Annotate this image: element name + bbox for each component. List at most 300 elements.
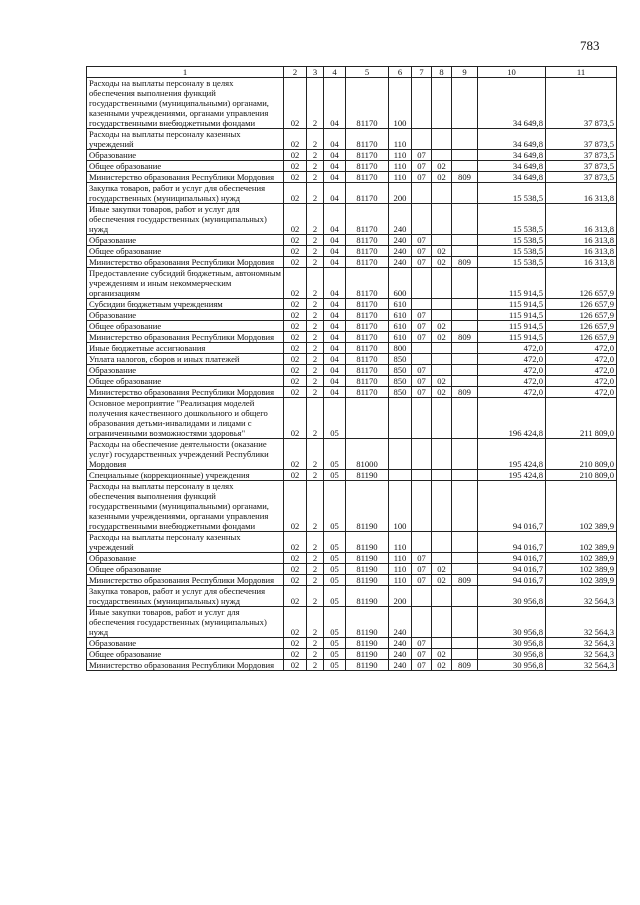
code-cell: 81190 xyxy=(346,607,389,638)
grp-cell: 02 xyxy=(284,332,307,343)
year2-amount-cell: 472,0 xyxy=(546,376,617,387)
subgrp-cell: 2 xyxy=(307,310,324,321)
table-row xyxy=(87,575,617,586)
table-row xyxy=(87,321,617,332)
subchapter-cell xyxy=(432,310,452,321)
table-row xyxy=(87,257,617,268)
subgrp-cell: 2 xyxy=(307,257,324,268)
year1-amount-cell: 15 538,5 xyxy=(478,204,546,235)
type-cell: 850 xyxy=(389,387,412,398)
grp-cell: 02 xyxy=(284,78,307,129)
agency-cell xyxy=(452,638,478,649)
type-cell: 240 xyxy=(389,246,412,257)
grp-cell: 02 xyxy=(284,398,307,439)
chapter-cell xyxy=(412,470,432,481)
year2-amount-cell: 32 564,3 xyxy=(546,649,617,660)
code-cell: 81170 xyxy=(346,365,389,376)
code-cell: 81190 xyxy=(346,586,389,607)
section-cell: 04 xyxy=(324,299,346,310)
section-cell: 04 xyxy=(324,257,346,268)
year2-amount-cell: 102 389,9 xyxy=(546,575,617,586)
code-cell: 81170 xyxy=(346,332,389,343)
row-name-cell: Общее образование xyxy=(87,321,284,332)
year1-amount-cell: 15 538,5 xyxy=(478,235,546,246)
section-cell: 05 xyxy=(324,532,346,553)
row-name-cell: Министерство образования Республики Мордовия xyxy=(87,257,284,268)
column-header: 7 xyxy=(412,67,432,78)
subgrp-cell: 2 xyxy=(307,299,324,310)
agency-cell xyxy=(452,321,478,332)
section-cell: 05 xyxy=(324,481,346,532)
row-name-cell: Расходы на выплаты персоналу в целях обеспечения выполнения функций государственными (муниципальными) органами, казенными учреждениями, органами управления государственными внебюджетными фондами xyxy=(87,481,284,532)
section-cell: 05 xyxy=(324,649,346,660)
row-name-cell: Уплата налогов, сборов и иных платежей xyxy=(87,354,284,365)
agency-cell xyxy=(452,161,478,172)
subgrp-cell: 2 xyxy=(307,161,324,172)
chapter-cell: 07 xyxy=(412,575,432,586)
section-cell: 04 xyxy=(324,235,346,246)
table-row xyxy=(87,398,617,439)
row-name-cell: Общее образование xyxy=(87,564,284,575)
subchapter-cell xyxy=(432,439,452,470)
table-row xyxy=(87,638,617,649)
subgrp-cell: 2 xyxy=(307,321,324,332)
year1-amount-cell: 115 914,5 xyxy=(478,310,546,321)
agency-cell xyxy=(452,532,478,553)
agency-cell xyxy=(452,310,478,321)
agency-cell xyxy=(452,343,478,354)
table-row xyxy=(87,354,617,365)
grp-cell: 02 xyxy=(284,299,307,310)
agency-cell xyxy=(452,204,478,235)
row-name-cell: Министерство образования Республики Мордовия xyxy=(87,575,284,586)
agency-cell: 809 xyxy=(452,660,478,671)
subgrp-cell: 2 xyxy=(307,398,324,439)
year2-amount-cell: 16 313,8 xyxy=(546,257,617,268)
agency-cell xyxy=(452,607,478,638)
year2-amount-cell: 211 809,0 xyxy=(546,398,617,439)
code-cell: 81190 xyxy=(346,481,389,532)
page-number: 783 xyxy=(580,38,600,53)
year2-amount-cell: 102 389,9 xyxy=(546,481,617,532)
type-cell: 240 xyxy=(389,638,412,649)
subgrp-cell: 2 xyxy=(307,246,324,257)
year1-amount-cell: 94 016,7 xyxy=(478,532,546,553)
year1-amount-cell: 472,0 xyxy=(478,365,546,376)
year1-amount-cell: 34 649,8 xyxy=(478,150,546,161)
row-name-cell: Расходы на обеспечение деятельности (оказание услуг) государственных учреждений Республики Мордовия xyxy=(87,439,284,470)
year1-amount-cell: 34 649,8 xyxy=(478,172,546,183)
code-cell: 81170 xyxy=(346,299,389,310)
table-row xyxy=(87,470,617,481)
code-cell: 81170 xyxy=(346,321,389,332)
section-cell: 05 xyxy=(324,564,346,575)
code-cell: 81190 xyxy=(346,660,389,671)
table-row xyxy=(87,607,617,638)
section-cell: 04 xyxy=(324,183,346,204)
subchapter-cell xyxy=(432,638,452,649)
subchapter-cell xyxy=(432,481,452,532)
year2-amount-cell: 210 809,0 xyxy=(546,439,617,470)
code-cell: 81000 xyxy=(346,439,389,470)
section-cell: 04 xyxy=(324,376,346,387)
section-cell: 04 xyxy=(324,268,346,299)
year2-amount-cell: 32 564,3 xyxy=(546,607,617,638)
year2-amount-cell: 32 564,3 xyxy=(546,638,617,649)
grp-cell: 02 xyxy=(284,257,307,268)
type-cell: 110 xyxy=(389,161,412,172)
type-cell xyxy=(389,439,412,470)
row-name-cell: Основное мероприятие "Реализация моделей получения качественного дошкольного и общего образования детьми-инвалидами и лицами с ограниченными возможностями здоровья" xyxy=(87,398,284,439)
table-row xyxy=(87,172,617,183)
chapter-cell: 07 xyxy=(412,321,432,332)
type-cell: 240 xyxy=(389,235,412,246)
chapter-cell: 07 xyxy=(412,649,432,660)
year2-amount-cell: 37 873,5 xyxy=(546,78,617,129)
row-name-cell: Образование xyxy=(87,638,284,649)
year2-amount-cell: 472,0 xyxy=(546,387,617,398)
row-name-cell: Закупка товаров, работ и услуг для обеспечения государственных (муниципальных) нужд xyxy=(87,586,284,607)
code-cell: 81190 xyxy=(346,553,389,564)
row-name-cell: Иные закупки товаров, работ и услуг для обеспечения государственных (муниципальных) нужд xyxy=(87,607,284,638)
subgrp-cell: 2 xyxy=(307,470,324,481)
row-name-cell: Министерство образования Республики Мордовия xyxy=(87,660,284,671)
section-cell: 05 xyxy=(324,638,346,649)
agency-cell xyxy=(452,398,478,439)
type-cell: 610 xyxy=(389,310,412,321)
year1-amount-cell: 472,0 xyxy=(478,354,546,365)
chapter-cell xyxy=(412,183,432,204)
section-cell: 05 xyxy=(324,575,346,586)
year1-amount-cell: 94 016,7 xyxy=(478,564,546,575)
column-header: 9 xyxy=(452,67,478,78)
year2-amount-cell: 37 873,5 xyxy=(546,150,617,161)
agency-cell xyxy=(452,299,478,310)
subgrp-cell: 2 xyxy=(307,376,324,387)
subchapter-cell xyxy=(432,354,452,365)
subgrp-cell: 2 xyxy=(307,564,324,575)
table-row xyxy=(87,481,617,532)
subchapter-cell xyxy=(432,343,452,354)
subgrp-cell: 2 xyxy=(307,481,324,532)
column-header: 1 xyxy=(87,67,284,78)
type-cell: 110 xyxy=(389,564,412,575)
header-row xyxy=(87,67,617,78)
subchapter-cell xyxy=(432,235,452,246)
subchapter-cell xyxy=(432,607,452,638)
subgrp-cell: 2 xyxy=(307,78,324,129)
chapter-cell xyxy=(412,204,432,235)
column-header: 6 xyxy=(389,67,412,78)
code-cell: 81170 xyxy=(346,129,389,150)
type-cell: 200 xyxy=(389,183,412,204)
subgrp-cell: 2 xyxy=(307,607,324,638)
grp-cell: 02 xyxy=(284,376,307,387)
year1-amount-cell: 30 956,8 xyxy=(478,638,546,649)
type-cell: 110 xyxy=(389,553,412,564)
table-row xyxy=(87,332,617,343)
agency-cell: 809 xyxy=(452,257,478,268)
year2-amount-cell: 37 873,5 xyxy=(546,129,617,150)
year2-amount-cell: 32 564,3 xyxy=(546,586,617,607)
chapter-cell: 07 xyxy=(412,564,432,575)
code-cell: 81190 xyxy=(346,532,389,553)
section-cell: 04 xyxy=(324,310,346,321)
subchapter-cell: 02 xyxy=(432,321,452,332)
chapter-cell: 07 xyxy=(412,638,432,649)
type-cell: 110 xyxy=(389,575,412,586)
chapter-cell xyxy=(412,607,432,638)
section-cell: 05 xyxy=(324,439,346,470)
subchapter-cell xyxy=(432,129,452,150)
year1-amount-cell: 472,0 xyxy=(478,343,546,354)
grp-cell: 02 xyxy=(284,575,307,586)
subchapter-cell: 02 xyxy=(432,649,452,660)
subchapter-cell xyxy=(432,532,452,553)
grp-cell: 02 xyxy=(284,439,307,470)
column-header: 4 xyxy=(324,67,346,78)
year1-amount-cell: 94 016,7 xyxy=(478,575,546,586)
year1-amount-cell: 30 956,8 xyxy=(478,607,546,638)
grp-cell: 02 xyxy=(284,481,307,532)
table-row xyxy=(87,532,617,553)
section-cell: 04 xyxy=(324,332,346,343)
row-name-cell: Расходы на выплаты персоналу казенных учреждений xyxy=(87,532,284,553)
code-cell: 81170 xyxy=(346,376,389,387)
chapter-cell: 07 xyxy=(412,172,432,183)
section-cell: 04 xyxy=(324,321,346,332)
column-header: 3 xyxy=(307,67,324,78)
year1-amount-cell: 115 914,5 xyxy=(478,332,546,343)
table-row xyxy=(87,310,617,321)
grp-cell: 02 xyxy=(284,343,307,354)
section-cell: 04 xyxy=(324,172,346,183)
row-name-cell: Предоставление субсидий бюджетным, автономным учреждениям и иным некоммерческим организациям xyxy=(87,268,284,299)
agency-cell xyxy=(452,586,478,607)
type-cell xyxy=(389,470,412,481)
year2-amount-cell: 16 313,8 xyxy=(546,183,617,204)
year2-amount-cell: 472,0 xyxy=(546,354,617,365)
agency-cell xyxy=(452,268,478,299)
subchapter-cell: 02 xyxy=(432,172,452,183)
row-name-cell: Образование xyxy=(87,235,284,246)
type-cell: 240 xyxy=(389,649,412,660)
grp-cell: 02 xyxy=(284,204,307,235)
section-cell: 04 xyxy=(324,150,346,161)
year2-amount-cell: 126 657,9 xyxy=(546,332,617,343)
column-header: 2 xyxy=(284,67,307,78)
grp-cell: 02 xyxy=(284,310,307,321)
year2-amount-cell: 102 389,9 xyxy=(546,564,617,575)
row-name-cell: Расходы на выплаты персоналу в целях обеспечения выполнения функций государственными (муниципальными) органами, казенными учреждениями, органами управления государственными внебюджетными фондами xyxy=(87,78,284,129)
subchapter-cell xyxy=(432,150,452,161)
code-cell: 81190 xyxy=(346,638,389,649)
table-row xyxy=(87,439,617,470)
section-cell: 05 xyxy=(324,586,346,607)
chapter-cell: 07 xyxy=(412,387,432,398)
agency-cell xyxy=(452,376,478,387)
code-cell: 81190 xyxy=(346,575,389,586)
agency-cell xyxy=(452,129,478,150)
code-cell: 81170 xyxy=(346,235,389,246)
type-cell: 240 xyxy=(389,257,412,268)
type-cell: 850 xyxy=(389,365,412,376)
grp-cell: 02 xyxy=(284,607,307,638)
year2-amount-cell: 37 873,5 xyxy=(546,172,617,183)
subgrp-cell: 2 xyxy=(307,172,324,183)
year1-amount-cell: 34 649,8 xyxy=(478,78,546,129)
table-row xyxy=(87,78,617,129)
code-cell xyxy=(346,398,389,439)
subgrp-cell: 2 xyxy=(307,354,324,365)
chapter-cell xyxy=(412,586,432,607)
table-row xyxy=(87,183,617,204)
type-cell: 800 xyxy=(389,343,412,354)
code-cell: 81170 xyxy=(346,172,389,183)
subchapter-cell xyxy=(432,268,452,299)
chapter-cell: 07 xyxy=(412,365,432,376)
chapter-cell: 07 xyxy=(412,332,432,343)
year2-amount-cell: 472,0 xyxy=(546,343,617,354)
row-name-cell: Министерство образования Республики Мордовия xyxy=(87,332,284,343)
subgrp-cell: 2 xyxy=(307,575,324,586)
chapter-cell: 07 xyxy=(412,235,432,246)
row-name-cell: Образование xyxy=(87,150,284,161)
grp-cell: 02 xyxy=(284,183,307,204)
column-header: 11 xyxy=(546,67,617,78)
year2-amount-cell: 472,0 xyxy=(546,365,617,376)
table-row xyxy=(87,235,617,246)
subchapter-cell: 02 xyxy=(432,257,452,268)
year1-amount-cell: 30 956,8 xyxy=(478,649,546,660)
year1-amount-cell: 34 649,8 xyxy=(478,129,546,150)
type-cell: 240 xyxy=(389,660,412,671)
row-name-cell: Специальные (коррекционные) учреждения xyxy=(87,470,284,481)
grp-cell: 02 xyxy=(284,246,307,257)
year1-amount-cell: 30 956,8 xyxy=(478,586,546,607)
grp-cell: 02 xyxy=(284,129,307,150)
year1-amount-cell: 115 914,5 xyxy=(478,299,546,310)
row-name-cell: Министерство образования Республики Мордовия xyxy=(87,387,284,398)
section-cell: 04 xyxy=(324,387,346,398)
grp-cell: 02 xyxy=(284,161,307,172)
year2-amount-cell: 126 657,9 xyxy=(546,321,617,332)
subchapter-cell: 02 xyxy=(432,246,452,257)
row-name-cell: Образование xyxy=(87,365,284,376)
code-cell: 81170 xyxy=(346,387,389,398)
subgrp-cell: 2 xyxy=(307,553,324,564)
table-row xyxy=(87,660,617,671)
chapter-cell xyxy=(412,398,432,439)
grp-cell: 02 xyxy=(284,638,307,649)
year1-amount-cell: 115 914,5 xyxy=(478,321,546,332)
chapter-cell xyxy=(412,299,432,310)
grp-cell: 02 xyxy=(284,321,307,332)
type-cell xyxy=(389,398,412,439)
agency-cell xyxy=(452,365,478,376)
code-cell: 81190 xyxy=(346,649,389,660)
type-cell: 850 xyxy=(389,376,412,387)
year1-amount-cell: 94 016,7 xyxy=(478,481,546,532)
section-cell: 05 xyxy=(324,660,346,671)
year1-amount-cell: 472,0 xyxy=(478,387,546,398)
type-cell: 600 xyxy=(389,268,412,299)
subgrp-cell: 2 xyxy=(307,638,324,649)
chapter-cell xyxy=(412,78,432,129)
subgrp-cell: 2 xyxy=(307,649,324,660)
table-row xyxy=(87,387,617,398)
year2-amount-cell: 16 313,8 xyxy=(546,235,617,246)
year2-amount-cell: 126 657,9 xyxy=(546,310,617,321)
chapter-cell: 07 xyxy=(412,150,432,161)
grp-cell: 02 xyxy=(284,553,307,564)
year2-amount-cell: 102 389,9 xyxy=(546,553,617,564)
grp-cell: 02 xyxy=(284,365,307,376)
grp-cell: 02 xyxy=(284,470,307,481)
grp-cell: 02 xyxy=(284,387,307,398)
section-cell: 04 xyxy=(324,78,346,129)
table-row xyxy=(87,129,617,150)
chapter-cell xyxy=(412,129,432,150)
chapter-cell: 07 xyxy=(412,376,432,387)
subgrp-cell: 2 xyxy=(307,439,324,470)
code-cell: 81170 xyxy=(346,246,389,257)
year1-amount-cell: 196 424,8 xyxy=(478,398,546,439)
code-cell: 81170 xyxy=(346,161,389,172)
subchapter-cell: 02 xyxy=(432,387,452,398)
subgrp-cell: 2 xyxy=(307,586,324,607)
year2-amount-cell: 102 389,9 xyxy=(546,532,617,553)
code-cell: 81170 xyxy=(346,78,389,129)
row-name-cell: Общее образование xyxy=(87,246,284,257)
year1-amount-cell: 115 914,5 xyxy=(478,268,546,299)
type-cell: 110 xyxy=(389,172,412,183)
subgrp-cell: 2 xyxy=(307,129,324,150)
chapter-cell: 07 xyxy=(412,246,432,257)
table-row xyxy=(87,343,617,354)
year1-amount-cell: 30 956,8 xyxy=(478,660,546,671)
subchapter-cell: 02 xyxy=(432,575,452,586)
agency-cell xyxy=(452,439,478,470)
year2-amount-cell: 126 657,9 xyxy=(546,268,617,299)
section-cell: 04 xyxy=(324,204,346,235)
year2-amount-cell: 16 313,8 xyxy=(546,204,617,235)
subchapter-cell xyxy=(432,365,452,376)
code-cell: 81190 xyxy=(346,470,389,481)
table-row xyxy=(87,204,617,235)
table-body xyxy=(87,78,617,671)
type-cell: 610 xyxy=(389,332,412,343)
column-header: 10 xyxy=(478,67,546,78)
row-name-cell: Иные закупки товаров, работ и услуг для обеспечения государственных (муниципальных) нужд xyxy=(87,204,284,235)
subchapter-cell: 02 xyxy=(432,564,452,575)
subgrp-cell: 2 xyxy=(307,343,324,354)
chapter-cell xyxy=(412,268,432,299)
row-name-cell: Общее образование xyxy=(87,161,284,172)
chapter-cell: 07 xyxy=(412,257,432,268)
agency-cell xyxy=(452,246,478,257)
code-cell: 81170 xyxy=(346,257,389,268)
type-cell: 850 xyxy=(389,354,412,365)
table-row xyxy=(87,268,617,299)
type-cell: 240 xyxy=(389,607,412,638)
subgrp-cell: 2 xyxy=(307,365,324,376)
table-row xyxy=(87,564,617,575)
year1-amount-cell: 15 538,5 xyxy=(478,257,546,268)
table-row xyxy=(87,376,617,387)
subgrp-cell: 2 xyxy=(307,235,324,246)
subchapter-cell xyxy=(432,586,452,607)
